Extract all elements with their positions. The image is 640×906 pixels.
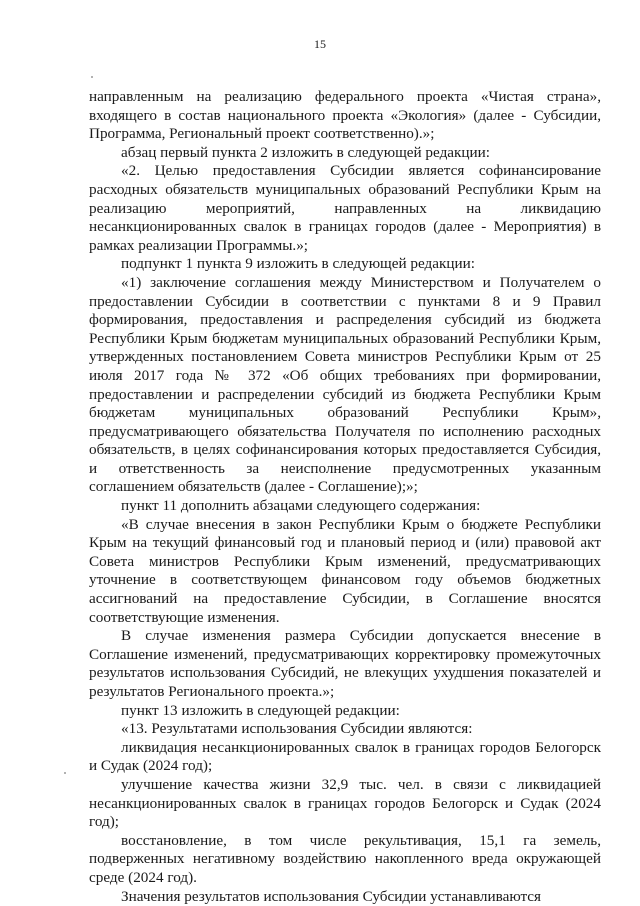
paragraph: Значения результатов использования Субсидии устанавливаются (121, 887, 542, 905)
paragraph: абзац первый пункта 2 изложить в следующей редакции: (121, 143, 491, 161)
document-body (89, 88, 601, 906)
paragraph: пункт 11 дополнить абзацами следующего содержания: (121, 497, 481, 515)
paragraph: В случае изменения размера Субсидии допускается внесение в Соглашение изменений, предусматривающих корректировку промежуточных результатов использования Субсидий, не влекущих ухудшения показателей и результатов Регионального проекта.»; (89, 627, 601, 700)
scan-speck (64, 772, 66, 774)
paragraph: «В случае внесения в закон Республики Крым о бюджете Республики Крым на текущий финансовый год и плановый период и (или) правовой акт Совета министров Республики Крым изменений, предусматривающих уточнение в соответствующем финансовом году объемов бюджетных ассигнований на предоставление Субсидии, в Соглашение вносятся соответствующие изменения. (89, 515, 601, 626)
paragraph: «13. Результатами использования Субсидии являются: (121, 720, 473, 738)
paragraph: «2. Целью предоставления Субсидии является софинансирование расходных обязательств муниципальных образований Республики Крым на реализацию мероприятий, направленных на ликвидацию несанкционированных свалок в границах городов (далее - Мероприятия) в рамках реализации Программы.»; (89, 162, 601, 254)
paragraph: направленным на реализацию федерального проекта «Чистая страна», входящего в состав национального проекта «Экология» (далее - Субсидии, Программа, Региональный проект соответственно).»; (89, 88, 601, 143)
paragraph: восстановление, в том числе рекультивация, 15,1 га земель, подверженных негативному воздействию накопленного вреда окружающей среде (2024 год). (89, 831, 601, 886)
paragraph: улучшение качества жизни 32,9 тыс. чел. в связи с ликвидацией несанкционированных свалок в границах городов Белогорск и Судак (2024 год); (89, 775, 601, 831)
page-number: 15 (314, 37, 326, 51)
scan-speck (91, 76, 93, 78)
paragraph: «1) заключение соглашения между Министерством и Получателем о предоставлении Субсидии в соответствии с пунктами 8 и 9 Правил формирования, предоставления и распределения субсидий из бюджета Республики Крым бюджетам муниципальных образований Республики Крым, утвержденных постановлением Совета министров Республики Крым от 25 июля 2017 года № 372 «Об общих требованиях при формировании, предоставлении и распределении субсидий из бюджета Республики Крым бюджетам муниципальных образований Республики Крым», предусматривающего обязательства Получателя по исполнению расходных обязательств, в целях софинансирования которых предоставляется Субсидия, и ответственность за неисполнение предусмотренных указанным соглашением обязательств (далее - Соглашение);»; (89, 273, 601, 496)
paragraph: ликвидация несанкционированных свалок в границах городов Белогорск и Судак (2024 год); (89, 738, 601, 775)
paragraph: пункт 13 изложить в следующей редакции: (121, 701, 400, 719)
paragraph: подпункт 1 пункта 9 изложить в следующей редакции: (121, 255, 475, 273)
